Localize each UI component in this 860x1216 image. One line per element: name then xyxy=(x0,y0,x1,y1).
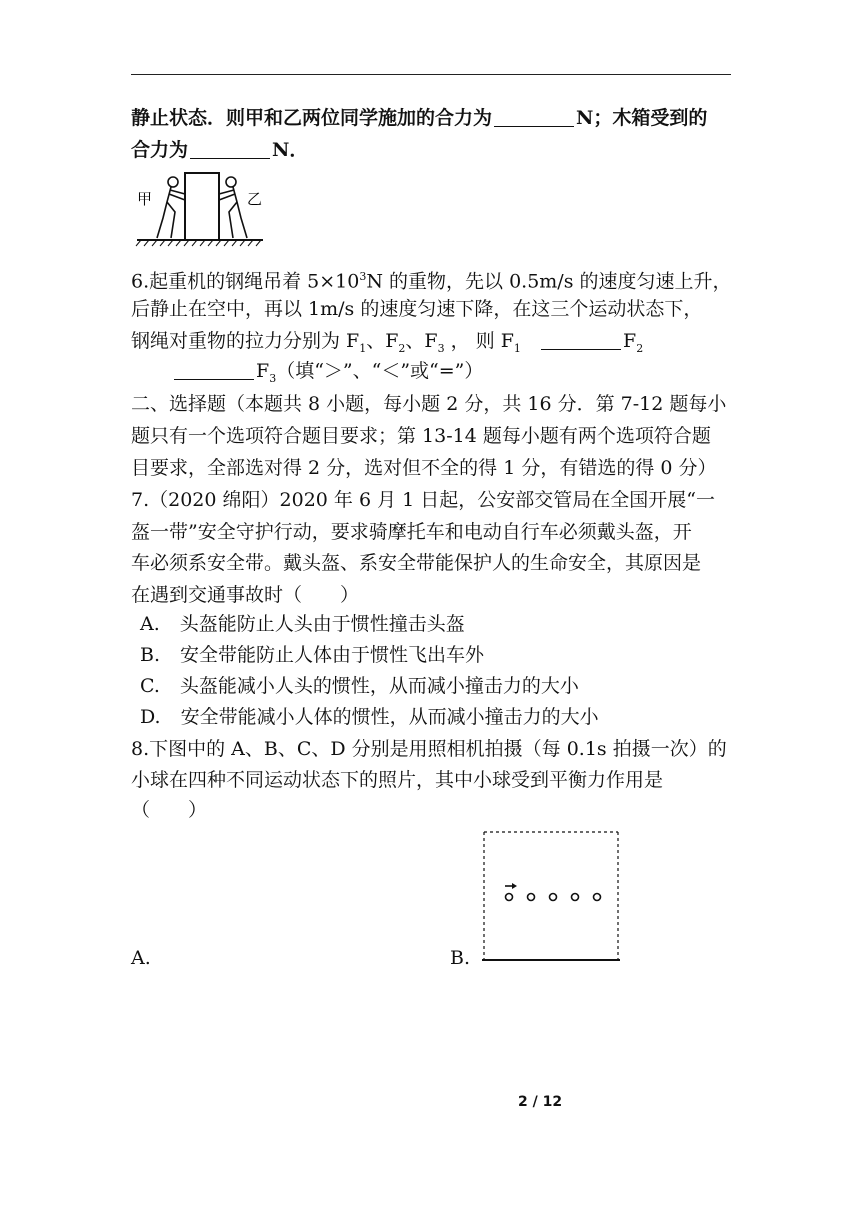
q6-line3-f2: F xyxy=(623,330,637,352)
section2-line1: 二、选择题（本题共 8 小题，每小题 2 分，共 16 分．第 7-12 题每小 xyxy=(131,393,727,415)
q6-line3-b: ， 则 F xyxy=(444,330,514,352)
q6-sub2: 2 xyxy=(398,341,406,355)
q5-blank-1[interactable] xyxy=(494,108,574,127)
header-rule xyxy=(131,74,731,75)
label-yi: 乙 xyxy=(247,190,263,208)
label-jia: 甲 xyxy=(137,190,153,208)
q6-sub1: 1 xyxy=(359,341,367,355)
q6-sub3: 3 xyxy=(437,341,445,355)
page-number: 2 / 12 xyxy=(518,1094,563,1110)
option-text: 头盔能减小人头的惯性，从而减小撞击力的大小 xyxy=(179,675,579,697)
option-letter: A. xyxy=(140,613,160,635)
q6-blank-1[interactable] xyxy=(541,331,621,350)
q7-line4: 在遇到交通事故时（ ） xyxy=(131,584,360,606)
q5-line2-text: 合力为 xyxy=(131,139,189,161)
q7-option-d[interactable] xyxy=(140,705,599,729)
q7-option-a[interactable] xyxy=(140,612,465,636)
q6-line4-f3: F xyxy=(256,360,270,382)
q6-blank-2[interactable] xyxy=(174,361,254,380)
q7-line2: 盔一带”安全守护行动，要求骑摩托车和电动自行车必须戴头盔，开 xyxy=(131,521,692,543)
q6-line1-b: N 的重物，先以 0.5m/s 的速度匀速上升， xyxy=(366,270,732,293)
q8-choice-a[interactable]: A. xyxy=(131,947,151,969)
q6-sep1: 、F xyxy=(366,330,399,352)
q6-line2: 后静止在空中，再以 1m/s 的速度匀速下降，在这三个运动状态下， xyxy=(131,298,703,320)
q6-line1 xyxy=(131,265,732,293)
q7-line3: 车必须系安全带。戴头盔、系安全带能保护人的生命安全，其原因是 xyxy=(131,552,702,574)
q5-blank-2[interactable] xyxy=(190,140,270,159)
q6-line4-b: （填“＞”、“＜”或“=”） xyxy=(276,360,484,382)
q5-line2 xyxy=(131,138,308,162)
q7-option-c[interactable] xyxy=(140,674,579,698)
option-letter: D. xyxy=(140,706,161,728)
push-box-figure xyxy=(135,168,265,248)
ball-photo-b xyxy=(478,828,624,966)
q5-line1-unit: N；木箱受到的 xyxy=(576,107,708,129)
q6-line4 xyxy=(172,359,483,391)
q5-line1 xyxy=(131,106,707,130)
q5-line2-unit: N． xyxy=(272,139,309,161)
section2-line3: 目要求，全部选对得 2 分，选对但不全的得 1 分，有错选的得 0 分） xyxy=(131,457,717,479)
q6-sub2-b: 2 xyxy=(636,341,644,355)
q5-line1-text: 静止状态．则甲和乙两位同学施加的合力为 xyxy=(131,107,493,129)
option-letter: B. xyxy=(140,644,161,666)
q6-sub1-b: 1 xyxy=(513,341,521,355)
q6-line3-a: 钢绳对重物的拉力分别为 F xyxy=(131,330,360,352)
q6-line3 xyxy=(131,329,643,361)
q7-line1: 7.（2020 绵阳）2020 年 6 月 1 日起，公安部交管局在全国开展“一 xyxy=(131,489,715,511)
q8-line1: 8.下图中的 A、B、C、D 分别是用照相机拍摄（每 0.1s 拍摄一次）的 xyxy=(131,738,727,760)
q6-line1-a: 6.起重机的钢绳吊着 5×10 xyxy=(131,270,360,293)
q7-option-b[interactable] xyxy=(140,643,484,667)
q6-sub3-b: 3 xyxy=(269,371,277,385)
option-letter: C. xyxy=(140,675,160,697)
section2-line2: 题只有一个选项符合题目要求；第 13-14 题每小题有两个选项符合题 xyxy=(131,425,711,447)
q6-sep2: 、F xyxy=(405,330,438,352)
option-text: 安全带能减小人体的惯性，从而减小撞击力的大小 xyxy=(180,706,599,728)
option-text: 安全带能防止人体由于惯性飞出车外 xyxy=(180,644,485,666)
q8-choice-b[interactable]: B. xyxy=(450,947,471,969)
q8-line3: （ ） xyxy=(131,799,208,821)
q6-exponent: 3 xyxy=(359,270,367,283)
q8-line2: 小球在四种不同运动状态下的照片，其中小球受到平衡力作用是 xyxy=(131,769,664,791)
option-text: 头盔能防止人头由于惯性撞击头盔 xyxy=(179,613,465,635)
